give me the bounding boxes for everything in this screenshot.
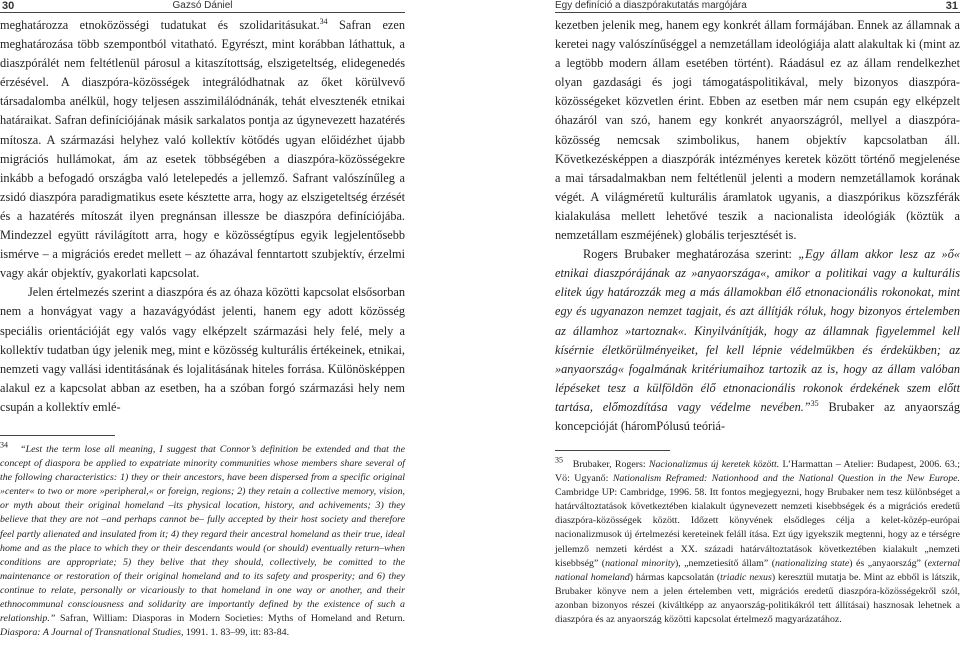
left-paragraph-2: Jelen értelmezés szerint a diaszpóra és az óhaza közötti kapcsolat elsősorban nem a honvágyat vagy a hazavágyódást jelenti, hanem egy adott közösség speciális orientációját egy valós vagy elképzelt származási hely felé, mely a kollektív tudatban úgy jelenik meg, mint e közösség kulturális értékeinek, etnikai, nemzeti vagy vallási identitásának és lojalitásának hiteles forrása. Különösképpen alakul ez a kapcsolat abban az esetben, ha a szóban forgó származási hely nem csupán a kollektív emlé- [0,285,405,414]
right-footnote-rule [555,450,670,451]
footnote-35-text-a: Brubaker, Rogers: [572,459,649,470]
footnote-35-term-1: national minority [605,557,675,569]
right-p2-text-a: Rogers Brubaker meghatározása szerint: [583,247,799,262]
right-page-header [555,0,960,12]
left-header-rule [0,12,405,13]
right-page-number: 31 [945,0,958,12]
footnote-35-text-d: ), „nemzetiesítő állam” ( [674,557,776,569]
footnote-34-number: 34 [0,440,8,450]
footnote-ref-35: 35 [810,398,819,408]
footnote-35-text-b: L’Harmattan – Atelier: Budapest, 2006. 63.; Vö: Ugyanő: [555,459,960,485]
left-paragraph-1 [0,16,405,283]
left-page-header [0,0,405,12]
footnote-35-text-c: Cambridge UP: Cambridge, 1996. 58. Itt fontos megjegyezni, hogy Brubaker nem tesz különbséget a határváltoztatások következtében kialakult úgynevezett nemzeti kisebbségek és a migrációs eredetű diaszpóra-közösségek között. Időzett könyvének elsődleges célja a kelet-közép-európai nacionalizmusok új értelmezési kereteinek feláll ítása. Ezt úgy igyekszik megtenni, hogy az e térségre jellemző nemzeti kérdést a XX. századi határváltoztatások következtében kialakult „nemzeti kisebbség” ( [555,487,960,569]
footnote-35-term-3: external national homeland [555,557,960,583]
right-paragraph-2 [555,245,960,436]
footnote-35-term-4: triadic nexus [720,571,772,583]
footnote-34 [0,440,406,640]
footnote-35-text-g: ) keresztül mutatja be. Mint az ebből is látszik, Brubaker könyve nem a jelen értelemben vett, migrációs eredetű diaszpóra-közösségekről szól, azonban bizonyos részei (kiváltképp az anyaország-politikákról tett állításai) hasznosak lehetnek a diaszpóra és az anyaország közötti kapcsolat értelmező magyarázatához. [555,571,960,626]
footnote-34-journal: Diaspora: A Journal of Transnational Studies [0,627,181,639]
right-paragraph-1: kezetben jelenik meg, hanem egy konkrét állam formájában. Ennek az államnak a keretei nagy valószínűséggel a nemzetállam ideológiája alatt alakultak ki (mint az a legtöbb modern állam esetében történt). Ráadásul ez az állam rendelkezhet olyan gazdasági és jogi támogatáspolitikával, mely bizonyos diaszpóra-közösségeket közvetlen érint. Ebben az esetben már nem csupán egy elképzelt óhazáról van szó, hanem egy konkrét anyaországról, mellyel a diaszpóra-közösség nemcsak szimbolikus, hanem objektív kapcsolatban áll. Következésképpen a diaszpórák intézményes keretek között történő megjelenése a mai társadalmakban nem feltétlenül jelenti a modern nemzetállamok korának végét. A világméretű kulturális áramlatok ugyanis, a diaszpórikus közszférák kialakulása mellett lehetővé teszik a nacionalista ideológiák (köztük a nemzetállam eszméjének) globális terjesztését is. [555,18,960,243]
left-p1-text-b: Safran ezen meghatározása több szempontból vitatható. Egyrészt, mint korábban láthattuk, a diaszpórálét nem feltétlenül párosul a kitaszítottság, elszigeteltség, elidegenedés érzésével. A diaszpóra-közösségek integrálódhatnak az őket körülvevő társadalomba anélkül, hogy teljesen asszimilálódnánák, tehát elvesztenék etnikai határaikat. Safran definíciójának másik sarkalatos pontja az úgynevezett hazatérés mítosza. A származási helyhez való kollektív kötődés ugyan előidézhet újabb migrációs hullámokat, ám az esetek többségében a diaszpóra-közösségekre inkább a befogadó országba való letelepedés a jellemző. Safrant valószínűleg a zsidó diaszpóra paradigmatikus esete késztette arra, hogy az elszigeteltség érzését és a hazatérés mítoszát ilyen pregnánsan illessze be diaszpóra definíciójába. Mindezzel együtt rávilágított arra, hogy e közösségtípus egyik legjelentősebb ismérve – a migrációs eredet mellett – az óhazával fenntartott szubjektív, érzelmi vagy akár objektív, gyakorlati kapcsolat. [0,18,405,281]
right-body-column [555,16,960,436]
footnote-35-text-e: ) és „anyaország” ( [849,557,928,569]
left-page-number: 30 [2,0,15,12]
left-running-head: Gazsó Dániel [172,0,233,11]
footnote-34-quote: “Lest the term lose all meaning, I suggest that Connor’s definition be extended and that the concept of diaspora be applied to expatriate minority communities whose members share several of the following characteristics: 1) they or their ancestors, have been dispersed from a specific original »center« to two or more »peripheral,« or foreign, regions; 2) they retain a collective memory, vision, or myth about their original homeland –its physical location, history, and achivements; 3) they believe that they are not –and perhaps cannot be– fully accepted by their host society and therefore feel partly alienated and insulated from it; 4) they regard their ancestral homeland as their true, ideal home and as the place to which they or their descendants would (or should) eventually return–when conditions are appropriate; 5) they belive that they should, collectively, be comitted to the maintenance or restoration of their original homeland and to its safety and prosperity; and 6) they continue to relate, personally or vicariously to that homeland in one way or another, and their ethnocommunal consciousness and solidarity are importantly defined by the existence of such a relationship.” [0,444,406,625]
footnote-35-term-2: nationalizing state [775,557,850,569]
right-running-head: Egy definíció a diaszpórakutatás margójára [555,0,747,11]
left-footnote-rule [0,435,115,436]
footnote-ref-34: 34 [319,16,328,26]
brubaker-quote: „Egy állam akkor lesz az »ő« etnikai diaszpórájának az »anyaországa«, amikor a politikai vagy a kulturális elitek úgy határozzák meg a más államokban élő etnonacionális rokonokat, mint egy és ugyanazon nemzet tagjait, és azt állítják róluk, hogy bizonyos értelemben az államhoz »tartoznak«. Kinyilvánítják, hogy az államnak figyelemmel kell kísérnie életkörülményeiket, fel kell lépnie védelmükben és érdekükben; az »anyaország« fogalmának kritériumaihoz tartozik az is, hogy az állam valóban lépéseket tesz a külföldön élő etnonacionális rokonok érdekének szem előtt tartása, előmozdítása vagy védelme nevében.” [555,247,960,414]
right-header-rule [555,12,960,13]
footnote-35-text-f: ) hármas kapcsolatán ( [629,571,721,583]
footnote-34-citation-a: Safran, William: Diasporas in Modern Societies: Myths of Homeland and Return. [55,613,405,625]
footnote-34-citation-b: , 1991. 1. 83–99, itt: 83-84. [180,627,290,639]
footnote-35 [555,455,960,627]
left-p1-text-a: meghatározza etnoközösségi tudatukat és szolidaritásukat. [0,18,320,32]
footnote-35-title-1: Nacionalizmus új keretek között. [648,459,780,470]
footnote-35-number: 35 [555,455,563,465]
right-p2-text-b: Brubaker az anyaország koncepcióját (háromPólusú teóriá- [555,399,960,433]
footnote-35-title-2: Nationalism Reframed: Nationhood and the National Question in the New Europe. [612,473,960,485]
left-body-column [0,16,405,417]
